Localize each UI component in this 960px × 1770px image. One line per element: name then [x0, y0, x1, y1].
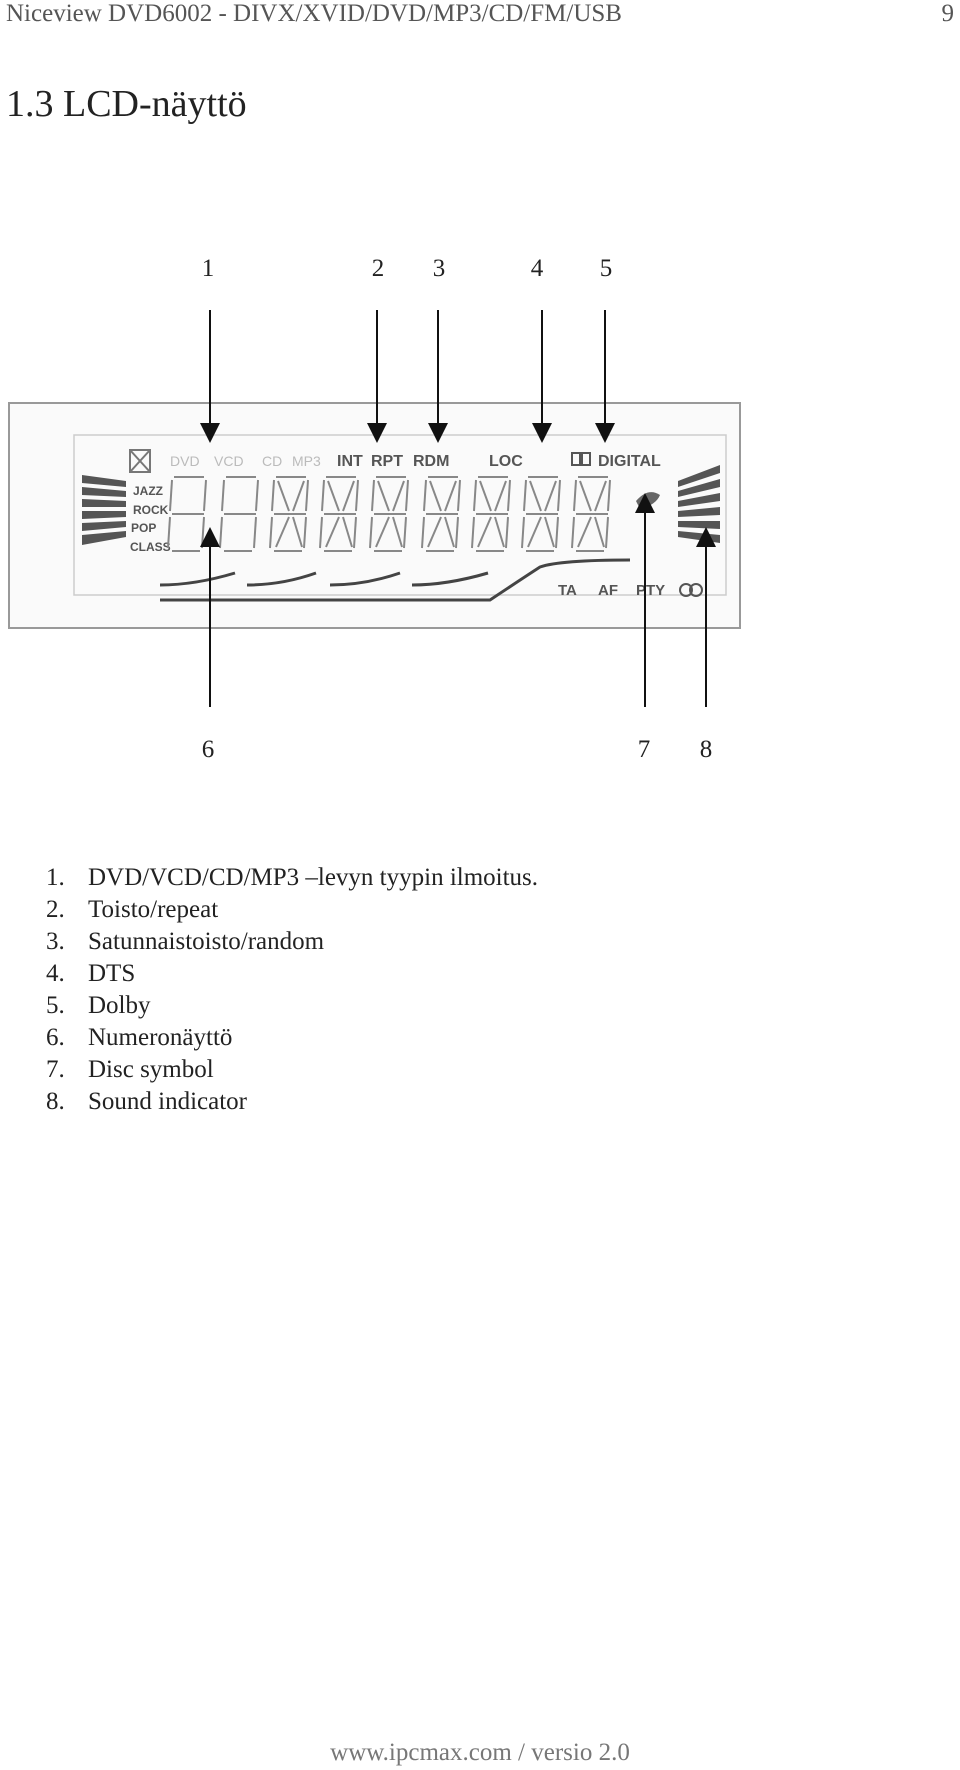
- callout-3: 3: [432, 255, 446, 282]
- callout-5: 5: [599, 255, 613, 282]
- svg-text:VCD: VCD: [214, 453, 244, 469]
- legend-item: 5. Dolby: [46, 992, 151, 1019]
- indicator-af: AF: [598, 582, 618, 599]
- indicator-int: INT: [337, 453, 363, 470]
- eq-jazz: JAZZ: [133, 484, 163, 498]
- legend-item: 6. Numeronäyttö: [46, 1024, 233, 1051]
- callout-1: 1: [201, 255, 215, 282]
- callout-4: 4: [530, 255, 544, 282]
- callout-8: 8: [699, 736, 713, 763]
- svg-text:MP3: MP3: [292, 453, 321, 469]
- indicator-ta: TA: [558, 582, 577, 599]
- section-title: 1.3 LCD-näyttö: [6, 83, 247, 125]
- footer: www.ipcmax.com / versio 2.0: [330, 1739, 630, 1766]
- legend-item: 8. Sound indicator: [46, 1088, 248, 1115]
- svg-text:DVD: DVD: [170, 453, 200, 469]
- legend-list: [46, 862, 538, 1118]
- legend-item: 3. Satunnaistoisto/random: [46, 928, 325, 955]
- callout-2: 2: [371, 255, 385, 282]
- indicator-rdm: RDM: [413, 453, 450, 470]
- eq-class: CLASS: [130, 540, 171, 554]
- lcd-diagram: [0, 255, 960, 725]
- document-header: Niceview DVD6002 - DIVX/XVID/DVD/MP3/CD/FM/USB: [6, 0, 622, 27]
- indicator-loc: LOC: [489, 453, 523, 470]
- legend-item: 2. Toisto/repeat: [46, 896, 219, 923]
- page-number: 9: [941, 0, 954, 27]
- indicator-digital: DIGITAL: [598, 453, 661, 470]
- legend-item: 4. DTS: [46, 960, 136, 987]
- eq-rock: ROCK: [133, 503, 169, 517]
- eq-pop: POP: [131, 521, 157, 535]
- legend-item: 7. Disc symbol: [46, 1056, 214, 1083]
- callout-7: 7: [637, 736, 651, 763]
- svg-text:CD: CD: [262, 453, 283, 469]
- legend-item: 1. DVD/VCD/CD/MP3 –levyn tyypin ilmoitus.: [46, 864, 539, 891]
- callout-6: 6: [201, 736, 215, 763]
- indicator-rpt: RPT: [371, 453, 403, 470]
- indicator-pty: PTY: [636, 582, 666, 599]
